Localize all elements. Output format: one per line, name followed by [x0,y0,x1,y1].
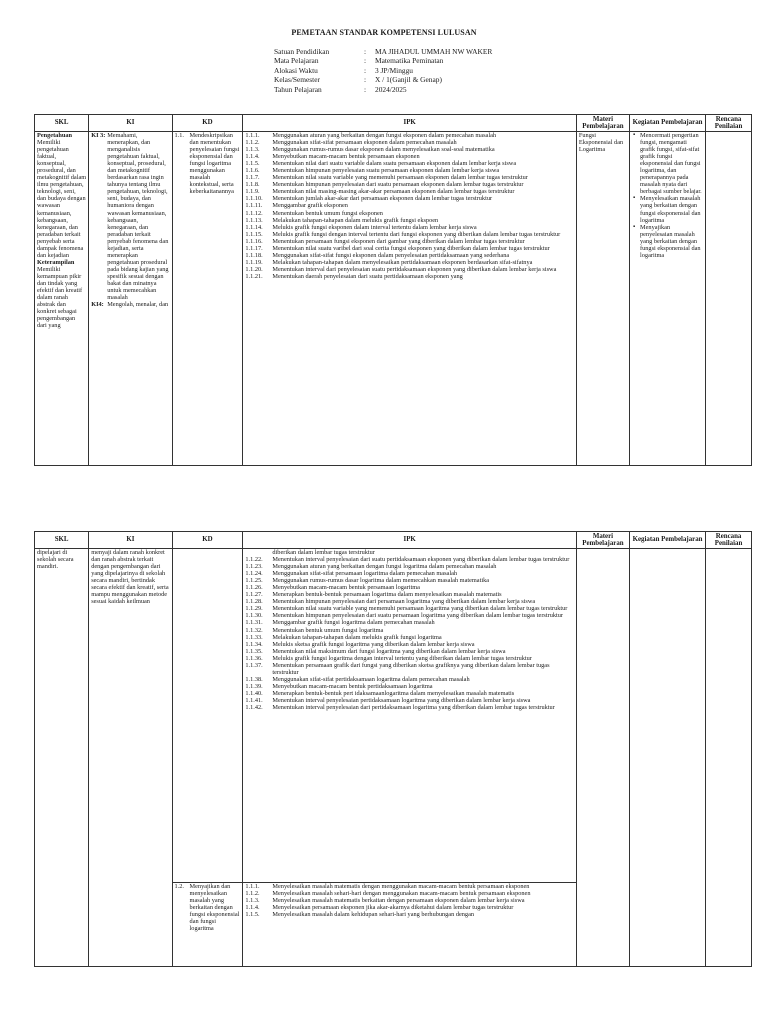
ipk-item [245,634,573,641]
ipk-item [245,266,573,273]
mapping-table-page-2 [34,531,752,967]
header-materi: Materi Pembelajaran [576,115,629,132]
skl-cell: dipelajari di sekolah secara mandiri. [35,549,89,967]
skl-heading-keterampilan: Keterampilan [37,258,75,266]
ipk-text: Menyebutkan macam-macam bentuk persamaan eksponen [272,153,420,161]
ipk-item [245,245,573,252]
ipk-text: Menentukan persamaan fungsi eksponen dari gambar yang diberikan dalam lembar tugas terstruktur [272,237,525,245]
ipk-cell [243,132,576,466]
ipk-text: Menyelesaikan masalah dalam kehidupan sehari-hari yang berhubungan dengan [272,911,475,919]
ipk-number: 1.1.1. [245,883,260,890]
ipk-cell [243,549,576,883]
ipk-text: Menentukan himpunan penyelesaian dari suatu persamaan logaritma yang diberikan dalam lembar tugas terstruktur [272,612,564,620]
ipk-item [245,188,573,195]
kegiatan-cell [630,549,706,967]
ipk-number: 1.1.37. [245,661,263,669]
meta-row [274,47,492,56]
ipk-item [245,627,573,634]
ipk-number: 1.1.42. [245,704,263,712]
meta-colon: : [364,75,367,85]
ipk-text: Menggunakan sifat-sifat fungsi eksponen dalam penyelesaian pertidaksamaan yang sederhana [272,251,510,259]
ipk-number: 1.1.25. [245,577,263,585]
ipk-text: Menerapkan bentuk-bentuk persamaan logaritma dalam menyelesaikan masalah matematis [272,591,502,599]
kegiatan-cell [630,132,706,466]
meta-label: Tahun Pelajaran [274,84,322,94]
header-kegiatan: Kegiatan Pembelajaran [630,532,706,549]
ipk-number: 1.1.23. [245,563,263,571]
ipk-text: Melakukan tahapan-tahapan dalam melukis grafik fungsi logaritma [272,633,442,641]
ipk-text: Melakukan tahapan-tahapan dalam menyelesaikan pertidaksamaan eksponen berdasarkan sifat-sifatnya [272,258,533,266]
ki3-text: Memahami, menerapkan, dan menganalisis pengetahuan faktual, konseptual, prosedural, dan metakognitif berdasarkan rasa ingin tahunya tentang ilmu pengetahuan, teknologi, seni, budaya, dan humaniora dengan wawasan kemanusiaan, kebangsaan, kenegaraan, dan peradaban terkait penyebab fenomena dan kejadian, serta menerapkan pengetahuan prosedural pada bidang kajian yang spesifik sesuai dengan bakat dan minatnya untuk memecahkan masalah [107,132,169,302]
ipk-number: 1.1.34. [245,640,263,648]
ipk-number: 1.1.14. [245,223,263,231]
ipk-text: Menentukan nilai masing-masing akar-akar persamaan eksponen dalam lembar tugas terstruktur [272,188,515,196]
ipk-number: 1.1.30. [245,612,263,620]
meta-colon: : [364,47,367,56]
ipk-number: 1.1.9. [245,188,260,196]
kegiatan-item: ▪ Menyajikan penyelesaian masalah yang berkaitan dengan fungsi eksponensial dan logaritma [640,224,703,259]
ipk-text: Menyelesaikan masalah sehari-hari dengan menggunakan macam-macam bentuk persamaan eksponen [272,890,531,898]
ipk-number: 1.1.4. [245,904,260,912]
ipk-item [245,584,573,591]
ipk-item [245,167,573,174]
ipk-item [245,181,573,188]
skl-text-pengetahuan: Memiliki pengetahuan faktual, konseptual, prosedural, dan metakognitif dalam ilmu pengetahuan, teknologi, seni, dan budaya dengan wawasan kemanusiaan, kebangsaan, kenegaraan, dan peradaban terkait penyebab serta dampak fenomena dan kejadian [37,139,87,259]
ipk-item [245,897,573,904]
ipk-item [245,153,573,160]
header-rencana: Rencana Penilaian [706,115,752,132]
ipk-item [245,697,573,704]
ipk-number: 1.1.15. [245,230,263,238]
meta-label: Alokasi Waktu [274,65,318,75]
meta-label: Kelas/Semester [274,75,320,85]
ipk-item [245,683,573,690]
ipk-text: Menggambar grafik eksponen [272,202,348,210]
ipk-number: 1.1.19. [245,258,263,266]
ipk-text: Menggunakan rumus-rumus dasar logaritma dalam memecahkan masalah matematika [272,577,490,585]
ipk-text: Menentukan nilai dari suatu variable dalam suatu persamaan eksponen dalam lembar kerja siswa [272,160,517,168]
ipk-item [245,570,573,577]
meta-row [274,66,492,75]
kd-text: Mendeskripsikan dan menentukan penyelesaian fungsi eksponensial dan fungsi logaritma menggunakan masalah kontekstual, serta keberkaitanannya [189,132,240,196]
ipk-text: Menentukan interval dari penyelesaian suatu pertidaksamaan eksponen yang diberikan dalam lembar kerja siswa [272,265,557,273]
ipk-continuation: diberikan dalam lembar tugas terstruktur [272,549,375,556]
ipk-number: 1.1.36. [245,654,263,662]
ipk-number: 1.1.2. [245,890,260,898]
ipk-item [245,883,573,890]
ipk-number: 1.1.28. [245,598,263,606]
ipk-item [245,563,573,570]
ki4-label: KI4: [91,301,104,309]
ipk-number: 1.1.20. [245,265,263,273]
ipk-item [245,648,573,655]
ipk-item [245,217,573,224]
kegiatan-item: ▪ Menyelesaikan masalah yang berkaitan dengan fungsi eksponensial dan logaritma [640,195,703,223]
ipk-item [245,556,573,563]
header-skl: SKL [35,532,89,549]
meta-value: 2024/2025 [375,84,407,94]
ipk-number: 1.1.31. [245,619,263,627]
ipk-number: 1.1.1. [245,132,260,139]
ipk-text: Menentukan nilai maksimum dari fungsi logaritma yang diberikan dalam lembar kerja siswa [272,647,506,655]
skl-heading-pengetahuan: Pengetahuan [37,132,72,139]
ipk-item [245,132,573,139]
ipk-number: 1.1.13. [245,216,263,224]
rencana-cell [706,549,752,967]
kd-cell-2 [172,883,243,967]
ipk-item [245,210,573,217]
ipk-number: 1.1.3. [245,146,260,154]
header-kegiatan: Kegiatan Pembelajaran [630,115,706,132]
ipk-item [245,252,573,259]
meta-colon: : [364,84,367,94]
ipk-text: Menentukan daerah penyelesaian dari suatu pertidaksamaan eksponen yang [272,272,463,280]
kd-cell [172,132,243,466]
ipk-number: 1.1.29. [245,605,263,613]
ipk-number: 1.1.22. [245,556,263,564]
ipk-number: 1.1.38. [245,675,263,683]
ipk-text: Menyelesaikan masalah matematis dengan menggunakan macam-macam bentuk persamaan eksponen [272,883,530,890]
ipk-text: Menyebutkan macam-macam bentuk pertidaksamaan logaritma [272,682,433,690]
materi-cell [576,549,629,967]
ki3-label: KI 3: [91,132,106,139]
ipk-number: 1.1.41. [245,696,263,704]
meta-row [274,56,492,65]
ipk-item [245,160,573,167]
header-ki: KI [89,115,172,132]
kd-number: 1.1. [174,132,184,139]
skl-cell [35,132,89,466]
ipk-item [245,195,573,202]
ipk-number: 1.1.6. [245,167,260,175]
ipk-text: Melukis grafik fungsi dengan interval tertentu dari fungsi eksponen yang diberikan dalam lembar tugas terstruktur [272,230,561,238]
ipk-item [245,904,573,911]
ipk-item [245,676,573,683]
meta-value: 3 JP/Minggu [375,65,413,75]
ipk-item [245,655,573,662]
ipk-text: Menentukan bentuk umum fungsi eksponen [272,209,383,217]
ipk-item [245,641,573,648]
ipk-text: Menyebutkan macam-macam bentuk persamaan logaritma [272,584,420,592]
mapping-table-page-1 [34,114,752,466]
meta-row [274,85,492,94]
ipk-text: Menentukan bentuk umum fungsi logaritma [272,626,384,634]
ipk-number: 1.1.40. [245,689,263,697]
ipk-number: 1.1.5. [245,160,260,168]
header-materi: Materi Pembelajaran [576,532,629,549]
header-ipk: IPK [243,115,576,132]
ki-cell: menyaji dalam ranah konkret dan ranah abstrak terkait dengan pengembangan dari yang dipelajarinya di sekolah secara mandiri, bertindak secara efektif dan kreatif, serta mampu menggunakan metode sesuai kaidah keilmuan [89,549,172,967]
ipk-number: 1.1.11. [245,202,263,210]
ipk-item [245,619,573,626]
ipk-item [245,238,573,245]
materi-cell: Fungsi Eksponensial dan Logaritma [576,132,629,466]
ipk-cell-2 [243,883,576,967]
ipk-item [245,273,573,280]
header-ipk: IPK [243,532,576,549]
ipk-number: 1.1.32. [245,626,263,634]
ipk-text: Menentukan himpunan penyelesaian dari suatu persamaan eksponen dalam lembar tugas terstruktur [272,181,524,189]
ipk-item [245,231,573,238]
ipk-text: Menggunakan sifat-sifat persamaan logaritma dalam pemecahan masalah [272,570,458,578]
ipk-item [245,704,573,711]
ipk-text: Menerapkan bentuk-bentuk pert idaksamaanlogaritma dalam menyelesaikan masalah matematis [272,689,515,697]
ipk-text: Menentukan nilai suatu variable yang memenuhi persamaan eksponen dalam lembar tugas terstruktur [272,174,528,182]
ipk-text: Menentukan jumlah akar-akar dari persamaan eksponen dalam lembar tugas terstruktur [272,195,493,203]
header-kd: KD [172,115,243,132]
meta-colon: : [364,65,367,75]
ipk-item [245,890,573,897]
ipk-text: Menentukan interval penyelesaian dari pertidaksamaan logaritma yang diberikan dalam lembar tugas terstruktur [272,704,555,712]
skl-text-keterampilan: Memiliki kemampuan pikir dan tindak yang efektif dan kreatif dalam ranah abstrak dan konkret sebagai pengembangan dari yang [37,265,83,330]
ipk-item [245,202,573,209]
ipk-text: Melakukan tahapan-tahapan dalam melukis grafik fungsi ekspoen [272,216,439,224]
ipk-number: 1.1.12. [245,209,263,217]
ipk-item [245,591,573,598]
kegiatan-item: ▪ Mencermati pengertian fungsi, mengamati grafik fungsi, sifat-sifat grafik fungsi eksponensial dan fungsi logaritma, dan penerapannya pada masalah nyata dari berbagai sumber belajar. [640,132,703,195]
meta-value: Matematika Peminatan [375,56,444,66]
ipk-text: Menentukan himpunan penyelesaian suatu persamaan eksponen dalam lembar kerja siswa [272,167,500,175]
meta-colon: : [364,56,367,66]
ipk-text: Menggunakan sifat-sifat persamaan eksponen dalam pemecahan masalah [272,139,457,147]
rencana-cell [706,132,752,466]
ipk-text: Melukis grafik fungsi eksponen dalam interval tertentu dalam lembar kerja siswa [272,223,477,231]
header-ki: KI [89,532,172,549]
ipk-item [245,139,573,146]
ipk-text: Menentukan persamaan grafik dari fungsi yang diberikan sketsa grafiknya yang diberikan dalam lembar tugas terstruktur [272,661,550,676]
ipk-text: Melukis grafik fungsi logaritma dengan interval tertentu yang diberikan dalam lembar tugas terstruktur [272,654,532,662]
ipk-item [245,690,573,697]
ipk-text: Menentukan himpunan penyelesaian dari persamaan logaritma yang diberikan dalam lembar kerja siswa [272,598,536,606]
ipk-number: 1.1.39. [245,682,263,690]
meta-value: X / 1(Ganjil & Genap) [375,75,442,85]
ipk-number: 1.1.7. [245,174,260,182]
ipk-number: 1.1.26. [245,584,263,592]
kd2-text: Menyajikan dan menyelesaikan masalah yang berkaitan dengan fungsi eksponensial dan fungsi logaritma [189,883,240,933]
header-kd: KD [172,532,243,549]
ipk-item [245,174,573,181]
ipk-number: 1.1.10. [245,195,263,203]
ipk-text: Menyelesaikan persamaan eksponen jika akar-akarnya diketahui dalam lembar tugas terstruktur [272,904,514,912]
ipk-text: Menentukan interval penyelesaian dari suatu pertidaksamaan eksponen yang diberikan dalam lembar tugas terstruktur [272,556,570,564]
ipk-number: 1.1.18. [245,251,263,259]
ipk-text: Menggunakan aturan yang berkaitan dengan fungsi eksponen dalam pemecahan masalah [272,132,497,139]
ipk-number: 1.1.8. [245,181,260,189]
ipk-item [245,577,573,584]
ipk-number: 1.1.35. [245,647,263,655]
header-rencana: Rencana Penilaian [706,532,752,549]
ipk-text: Melukis sketsa grafik fungsi logaritma yang diberikan dalam lembar kerja siswa [272,640,475,648]
ipk-text: Menggambar grafik fungsi logaritma dalam pemecahan masalah [272,619,435,627]
ki4-text: Mengolah, menalar, dan [107,301,169,309]
ipk-number: 1.1.4. [245,153,260,161]
ipk-number: 1.1.21. [245,272,263,280]
ipk-item [245,224,573,231]
document-meta [274,47,492,94]
meta-row [274,75,492,84]
header-skl: SKL [35,115,89,132]
meta-label: Satuan Pendidikan [274,47,330,56]
ipk-item [245,259,573,266]
page-title: PEMETAAN STANDAR KOMPETENSI LULUSAN [291,28,477,37]
kd-cell [172,549,243,883]
ipk-number: 1.1.17. [245,244,263,252]
ipk-item [245,146,573,153]
ipk-text: Menyelesaikan masalah matematis berkaitan dengan persamaan eksponen dalam lembar kerja siswa [272,897,525,905]
ki-cell [89,132,172,466]
meta-label: Mata Pelajaran [274,56,319,66]
ipk-item [245,598,573,605]
ipk-item [245,911,573,918]
ipk-text: Menentukan nilai suatu varibel dari soal cerita fungsi eksponen yang diberikan dalam lembar tugas terstruktur [272,244,550,252]
ipk-number: 1.1.2. [245,139,260,147]
meta-value: MA JIHADUL UMMAH NW WAKER [375,47,493,56]
ipk-number: 1.1.33. [245,633,263,641]
kd2-number: 1.2. [174,883,184,890]
ipk-number: 1.1.24. [245,570,263,578]
ipk-text: Menggunakan sifat-sifat pertidaksamaan logaritma dalam pemecahan masalah [272,675,470,683]
ipk-item [245,662,573,676]
ipk-item [245,612,573,619]
ipk-text: Menentukan nilai suatu variable yang memenuhi persamaan logaritma yang diberikan dalam lembar tugas terstruktur [272,605,568,613]
ipk-item [245,605,573,612]
ipk-number: 1.1.3. [245,897,260,905]
ipk-text: Menentukan interval penyelesaian pertidaksamaan logaritma yang diberikan dalam lembar kerja siswa [272,696,531,704]
ipk-number: 1.1.16. [245,237,263,245]
ipk-number: 1.1.5. [245,911,260,919]
ipk-number: 1.1.27. [245,591,263,599]
ipk-text: Menggunakan aturan yang berkaitan dengan fungsi logaritma dalam pemecahan masalah [272,563,497,571]
ipk-text: Menggunakan rumus-rumus dasar eksponen dalam menyelesaikan soal-soal matematika [272,146,495,154]
